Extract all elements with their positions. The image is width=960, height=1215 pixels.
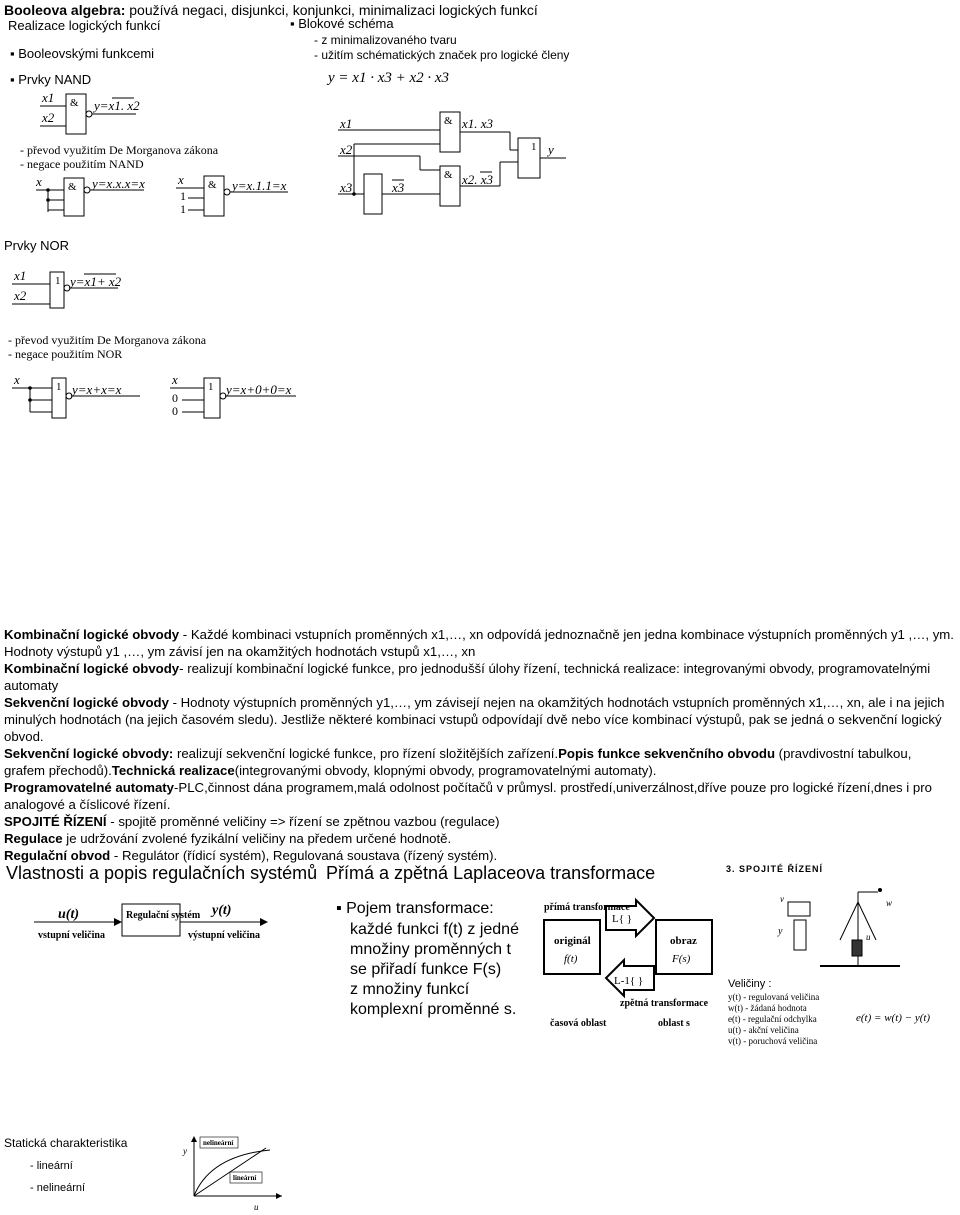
block-and-1-out: x1. x3	[462, 116, 494, 131]
laplace-diagram	[536, 896, 722, 1034]
blok-note-2: - užitím schématických značek pro logické členy	[314, 48, 570, 62]
reg-u: u(t)	[58, 907, 79, 922]
p4-bold: Sekvenční logické obvody:	[4, 746, 174, 761]
paragraph-spojite	[4, 813, 956, 830]
p4-bold3: Technická realizace	[111, 763, 235, 778]
block-and-2-out: x2. x3	[462, 172, 494, 187]
block-x2: x2	[340, 142, 353, 157]
nand-label: Prvky NAND	[18, 72, 92, 87]
nor-note-1: - převod využitím De Morganova zákona	[8, 333, 207, 347]
block-x3: x3	[340, 180, 353, 195]
nor-title: Prvky NOR	[4, 238, 69, 253]
regulation-block-diagram	[30, 898, 280, 944]
block-and-1-symbol: &	[444, 115, 453, 127]
bullet-nand: ▪ Prvky NAND	[10, 72, 92, 87]
velicina-e: e(t) - regulační odchylka	[728, 1014, 817, 1024]
nor-inv2-out: y=x+0+0=x	[226, 382, 292, 397]
paragraph-kombinacni-1	[4, 626, 956, 660]
p6-text: - spojitě proměnné veličiny => řízení se zpětnou vazbou (regulace)	[106, 814, 500, 829]
velicina-v: v(t) - poruchová veličina	[728, 1036, 818, 1046]
laplace-oblast-s: oblast s	[658, 1018, 690, 1029]
laplace-title: Přímá a zpětná Laplaceova transformace	[326, 863, 656, 883]
p4-bold2: Popis funkce sekvenčního obvodu	[558, 746, 776, 761]
velicina-y: y(t) - regulovaná veličina	[728, 992, 820, 1002]
laplace-line-5: komplexní proměnné s.	[350, 1001, 517, 1018]
static-chart	[180, 1134, 290, 1214]
reg-y: y(t)	[212, 903, 232, 918]
static-axis-u: u	[254, 1202, 259, 1212]
nand-inv1-symbol: &	[68, 181, 77, 193]
laplace-prima: přímá transformace	[544, 902, 630, 913]
nand-output: y=x1. x2	[94, 98, 140, 113]
nor-inv2-symbol: 1	[208, 381, 214, 393]
nand-inv2-out: y=x.1.1=x	[232, 178, 287, 193]
p1-bold: Kombinační logické obvody	[4, 627, 180, 642]
block-and-2-symbol: &	[444, 169, 453, 181]
nand-gate-symbol: &	[70, 97, 79, 109]
paragraph-kombinacni-2	[4, 660, 956, 694]
laplace-bullet: ▪ Pojem transformace:	[336, 900, 494, 917]
nor-inv2-in: x	[172, 372, 178, 387]
p1-text: - Každé kombinaci vstupních proměnných x1,…, xn odpovídá jednoznačně jen jedna kombinace výstupních proměnných y1 ,…, ym. Hodnoty výstupů y1 ,…, ym závisí jen na okamžitých hodnotách vstupů x1,…, xn	[4, 627, 954, 659]
laplace-F-s: F(s)	[672, 953, 691, 965]
nand-x2: x2	[42, 110, 55, 125]
nor-output: y=x1+ x2	[70, 274, 122, 289]
spojite-v: v	[780, 894, 784, 904]
p2-text: - realizují kombinační logické funkce, pro jednodušší úlohy řízení, technická realizace: integrovanými obvody, programovatelnými automaty	[4, 661, 931, 693]
velicina-w: w(t) - žádaná hodnota	[728, 1003, 807, 1013]
regulation-title: Vlastnosti a popis regulačních systémů	[6, 863, 318, 883]
block-or-gate	[518, 138, 540, 178]
laplace-f-t: f(t)	[564, 953, 578, 965]
laplace-bullet-text: Pojem transformace:	[346, 900, 494, 917]
nand-note-2: - negace použitím NAND	[20, 157, 144, 171]
laplace-line-2: množiny proměnných t	[350, 941, 511, 958]
p7-text: je udržování zvolené fyzikální veličiny na předem určené hodnotě.	[62, 831, 452, 846]
p5-text: -PLC,činnost dána programem,malá odolnost počítačů v průmysl. prostředí,univerzálnost,dříve pouze pro logické řízení,dnes i pro analogové a číslicové řízení.	[4, 780, 932, 812]
nor-diagram	[0, 266, 310, 426]
laplace-obraz: obraz	[670, 935, 697, 947]
laplace-cas: časová oblast	[550, 1018, 607, 1029]
static-linear: - lineární	[30, 1160, 73, 1172]
spojite-u: u	[866, 932, 871, 942]
p5-bold: Programovatelné automaty	[4, 780, 175, 795]
static-graph-nelin: nelineární	[203, 1139, 234, 1147]
paragraph-sekvencni-2	[4, 745, 956, 779]
laplace-original: originál	[554, 935, 591, 947]
nor-inv1-symbol: 1	[56, 381, 62, 393]
spojite-w: w	[886, 898, 893, 908]
laplace-zpetna: zpětná transformace	[620, 998, 709, 1009]
nand-inv2-one-a: 1	[180, 189, 186, 203]
p4-text: realizují sekvenční logické funkce, pro řízení složitějších zařízení.	[173, 746, 559, 761]
velicina-u: u(t) - akční veličina	[728, 1025, 799, 1035]
p4-text2: (pravdivostní tabulkou, grafem přechodů).	[4, 746, 912, 778]
blok-note-1: - z minimalizovaného tvaru	[314, 33, 457, 47]
reg-in-label: vstupní veličina	[38, 930, 105, 941]
nand-diagram	[0, 88, 300, 228]
bullet-blokove: ▪ Blokové schéma	[290, 16, 394, 31]
block-y: y	[548, 142, 554, 157]
laplace-line-4: z množiny funkcí	[350, 981, 470, 998]
title-rest: používá negaci, disjunkci, konjunkci, minimalizaci logických funkcí	[125, 2, 538, 18]
blokove-label: Blokové schéma	[298, 16, 394, 31]
veliciny-title: Veličiny :	[728, 978, 772, 990]
p3-text: - Hodnoty výstupních proměnných y1,…, ym závisejí nejen na okamžitých hodnotách vstupních proměnných x1,…, xn, ale i na jejich minulých hodnotách (na jejich časovém sledu). Jestliže některé kombinaci vstupů odpovídají dvě nebo více kombinací výstupů, pak se jedná o sekvenční logický obvod.	[4, 695, 945, 744]
static-nonlinear: - nelineární	[30, 1182, 86, 1194]
static-title: Statická charakteristika	[4, 1136, 128, 1150]
laplace-line-3: se přiřadí funkce F(s)	[350, 961, 502, 978]
page-title	[4, 2, 538, 18]
nand-inv2-one-b: 1	[180, 202, 186, 216]
boolean-fn-label: Booleovskými funkcemi	[18, 46, 155, 61]
static-graph-lin: lineární	[233, 1174, 257, 1182]
nor-x1: x1	[14, 268, 27, 283]
nor-gate-symbol: 1	[55, 275, 61, 287]
p7-bold: Regulace	[4, 831, 63, 846]
spojite-title: 3. SPOJITÉ ŘÍZENÍ	[726, 864, 824, 874]
laplace-L: L{ }	[612, 913, 633, 925]
nand-inv2-in: x	[178, 172, 184, 187]
nand-note-1: - převod využitím De Morganova zákona	[20, 143, 219, 157]
laplace-obraz-box	[656, 920, 712, 974]
paragraph-plc	[4, 779, 956, 813]
paragraph-obvod	[4, 847, 956, 864]
block-or-symbol: 1	[531, 141, 537, 153]
p8-text: - Regulátor (řídicí systém), Regulovaná soustava (řízený systém).	[110, 848, 498, 863]
p6-bold: SPOJITÉ ŘÍZENÍ	[4, 814, 107, 829]
laplace-original-box	[544, 920, 600, 974]
spojite-y: y	[778, 926, 783, 937]
p2-bold: Kombinační logické obvody	[4, 661, 180, 676]
nor-inv1-in: x	[14, 372, 20, 387]
p3-bold: Sekvenční logické obvody	[4, 695, 169, 710]
nand-x1: x1	[42, 90, 55, 105]
nand-inv2-symbol: &	[208, 179, 217, 191]
reg-out-label: výstupní veličina	[188, 930, 260, 941]
regulacni-odchylka-eq: e(t) = w(t) − y(t)	[856, 1012, 931, 1024]
spojite-diagram	[760, 880, 910, 976]
laplace-line-1: každé funkci f(t) z jedné	[350, 921, 519, 938]
block-x1: x1	[340, 116, 353, 131]
p4-text3: (integrovanými obvody, klopnými obvody, programovatelnými automaty).	[234, 763, 657, 778]
nor-note-2: - negace použitím NOR	[8, 347, 123, 361]
boolean-formula: y = x1 · x3 + x2 · x3	[328, 70, 450, 86]
nor-x2: x2	[14, 288, 27, 303]
title-bold: Booleova algebra:	[4, 2, 126, 18]
realizace-heading: Realizace logických funkcí	[8, 18, 161, 33]
paragraph-sekvencni-1	[4, 694, 956, 745]
nor-inv2-zero-b: 0	[172, 404, 178, 418]
veliciny-list	[728, 992, 838, 1047]
paragraph-regulace	[4, 830, 956, 847]
block-not-gate	[364, 174, 382, 214]
p8-bold: Regulační obvod	[4, 848, 111, 863]
nor-inv1-out: y=x+x=x	[72, 382, 122, 397]
block-diagram	[330, 100, 580, 220]
block-x3-neg: x3	[392, 180, 405, 195]
nand-inv1-out: y=x.x.x=x	[92, 176, 145, 191]
nand-inv1-in: x	[36, 174, 42, 189]
static-axis-y: y	[183, 1146, 187, 1156]
laplace-Linv: L-1{ }	[614, 975, 644, 987]
reg-system-label: Regulační systém	[126, 910, 201, 921]
nor-inv2-zero-a: 0	[172, 391, 178, 405]
bullet-boolean: ▪ Booleovskými funkcemi	[10, 46, 155, 61]
